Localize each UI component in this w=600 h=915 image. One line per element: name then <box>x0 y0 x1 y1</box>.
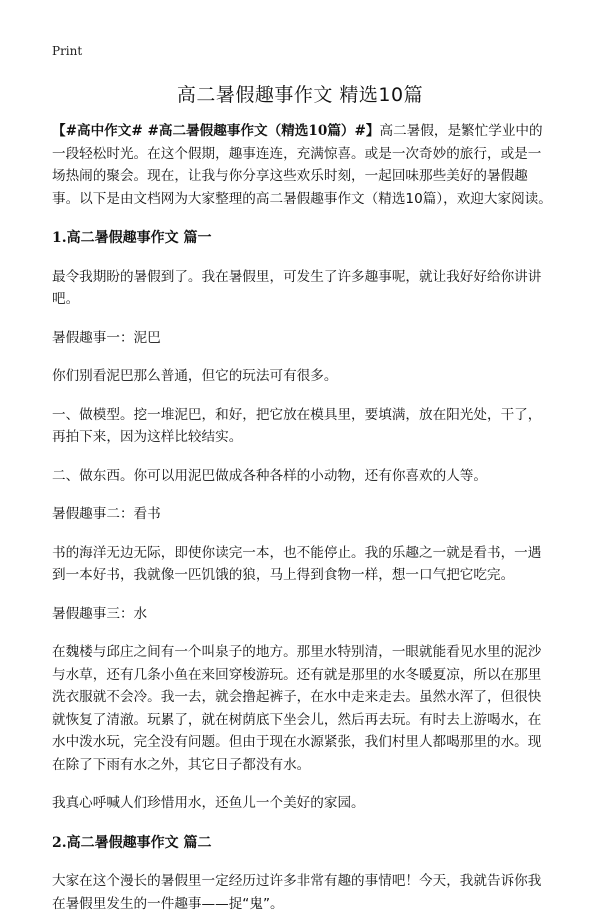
paragraph: 书的海洋无边无际，即使你读完一本，也不能停止。我的乐趣之一就是看书，一遇到一本好书，我就像一匹饥饿的狼，马上得到食物一样，想一口气把它吃完。 <box>52 544 542 583</box>
paragraph: 最令我期盼的暑假到了。我在暑假里，可发生了许多趣事呢，就让我好好给你讲讲吧。 <box>52 268 542 307</box>
paragraph: 你们别看泥巴那么普通，但它的玩法可有很多。 <box>52 368 338 384</box>
section-heading: 2.高二暑假趣事作文 篇二 <box>52 834 212 851</box>
paragraph: 一、做模型。挖一堆泥巴，和好，把它放在模具里，要填满，放在阳光处，干了，再拍下来，因为这样比较结实。 <box>52 406 542 445</box>
intro-paragraph <box>52 120 552 210</box>
paragraph: 二、做东西。你可以用泥巴做成各种各样的小动物，还有你喜欢的人等。 <box>52 467 487 484</box>
paragraph: 在魏楼与邱庄之间有一个叫泉子的地方。那里水特别清，一眼就能看见水里的泥沙与水草，还有几条小鱼在来回穿梭游玩。还有就是那里的水冬暖夏凉，所以在那里洗衣服就不会冷。我一去，就会撸起裤子，在水中走来走去。虽然水浑了，但很快就恢复了清澈。玩累了，就在树荫底下坐会儿，然后再去玩。有时去上游喝水，在水中泼水玩，完全没有问题。但由于现在水源紧张，我们村里人都喝那里的水。现在除了下雨有水之外，其它日子都没有水。 <box>52 644 542 773</box>
intro-text: 高二暑假，是繁忙学业中的一段轻松时光。在这个假期，趣事连连，充满惊喜。或是一次奇妙的旅行，或是一场热闹的聚会。现在，让我与你分享这些欢乐时刻，一起回味那些美好的暑假趣事。以下是由文档网为大家整理的高二暑假趣事作文（精选10篇），欢迎大家阅读。 <box>52 123 552 207</box>
document-body <box>52 120 552 915</box>
document-title: 高二暑假趣事作文 精选10篇 <box>176 84 424 106</box>
section-heading: 1.高二暑假趣事作文 篇一 <box>52 230 212 246</box>
print-label: Print <box>52 44 83 58</box>
subheading-paragraph: 暑假趣事一：泥巴 <box>52 329 161 346</box>
subheading-paragraph: 暑假趣事二：看书 <box>52 506 161 522</box>
intro-tag: 【#高中作文# #高二暑假趣事作文（精选10篇）#】 <box>52 123 380 139</box>
paragraph: 大家在这个漫长的暑假里一定经历过许多非常有趣的事情吧！今天，我就告诉你我在暑假里发生的一件趣事——捉“鬼”。 <box>52 873 542 912</box>
subheading-paragraph: 暑假趣事三：水 <box>52 605 148 622</box>
paragraph: 我真心呼喊人们珍惜用水，还鱼儿一个美好的家园。 <box>52 795 365 811</box>
